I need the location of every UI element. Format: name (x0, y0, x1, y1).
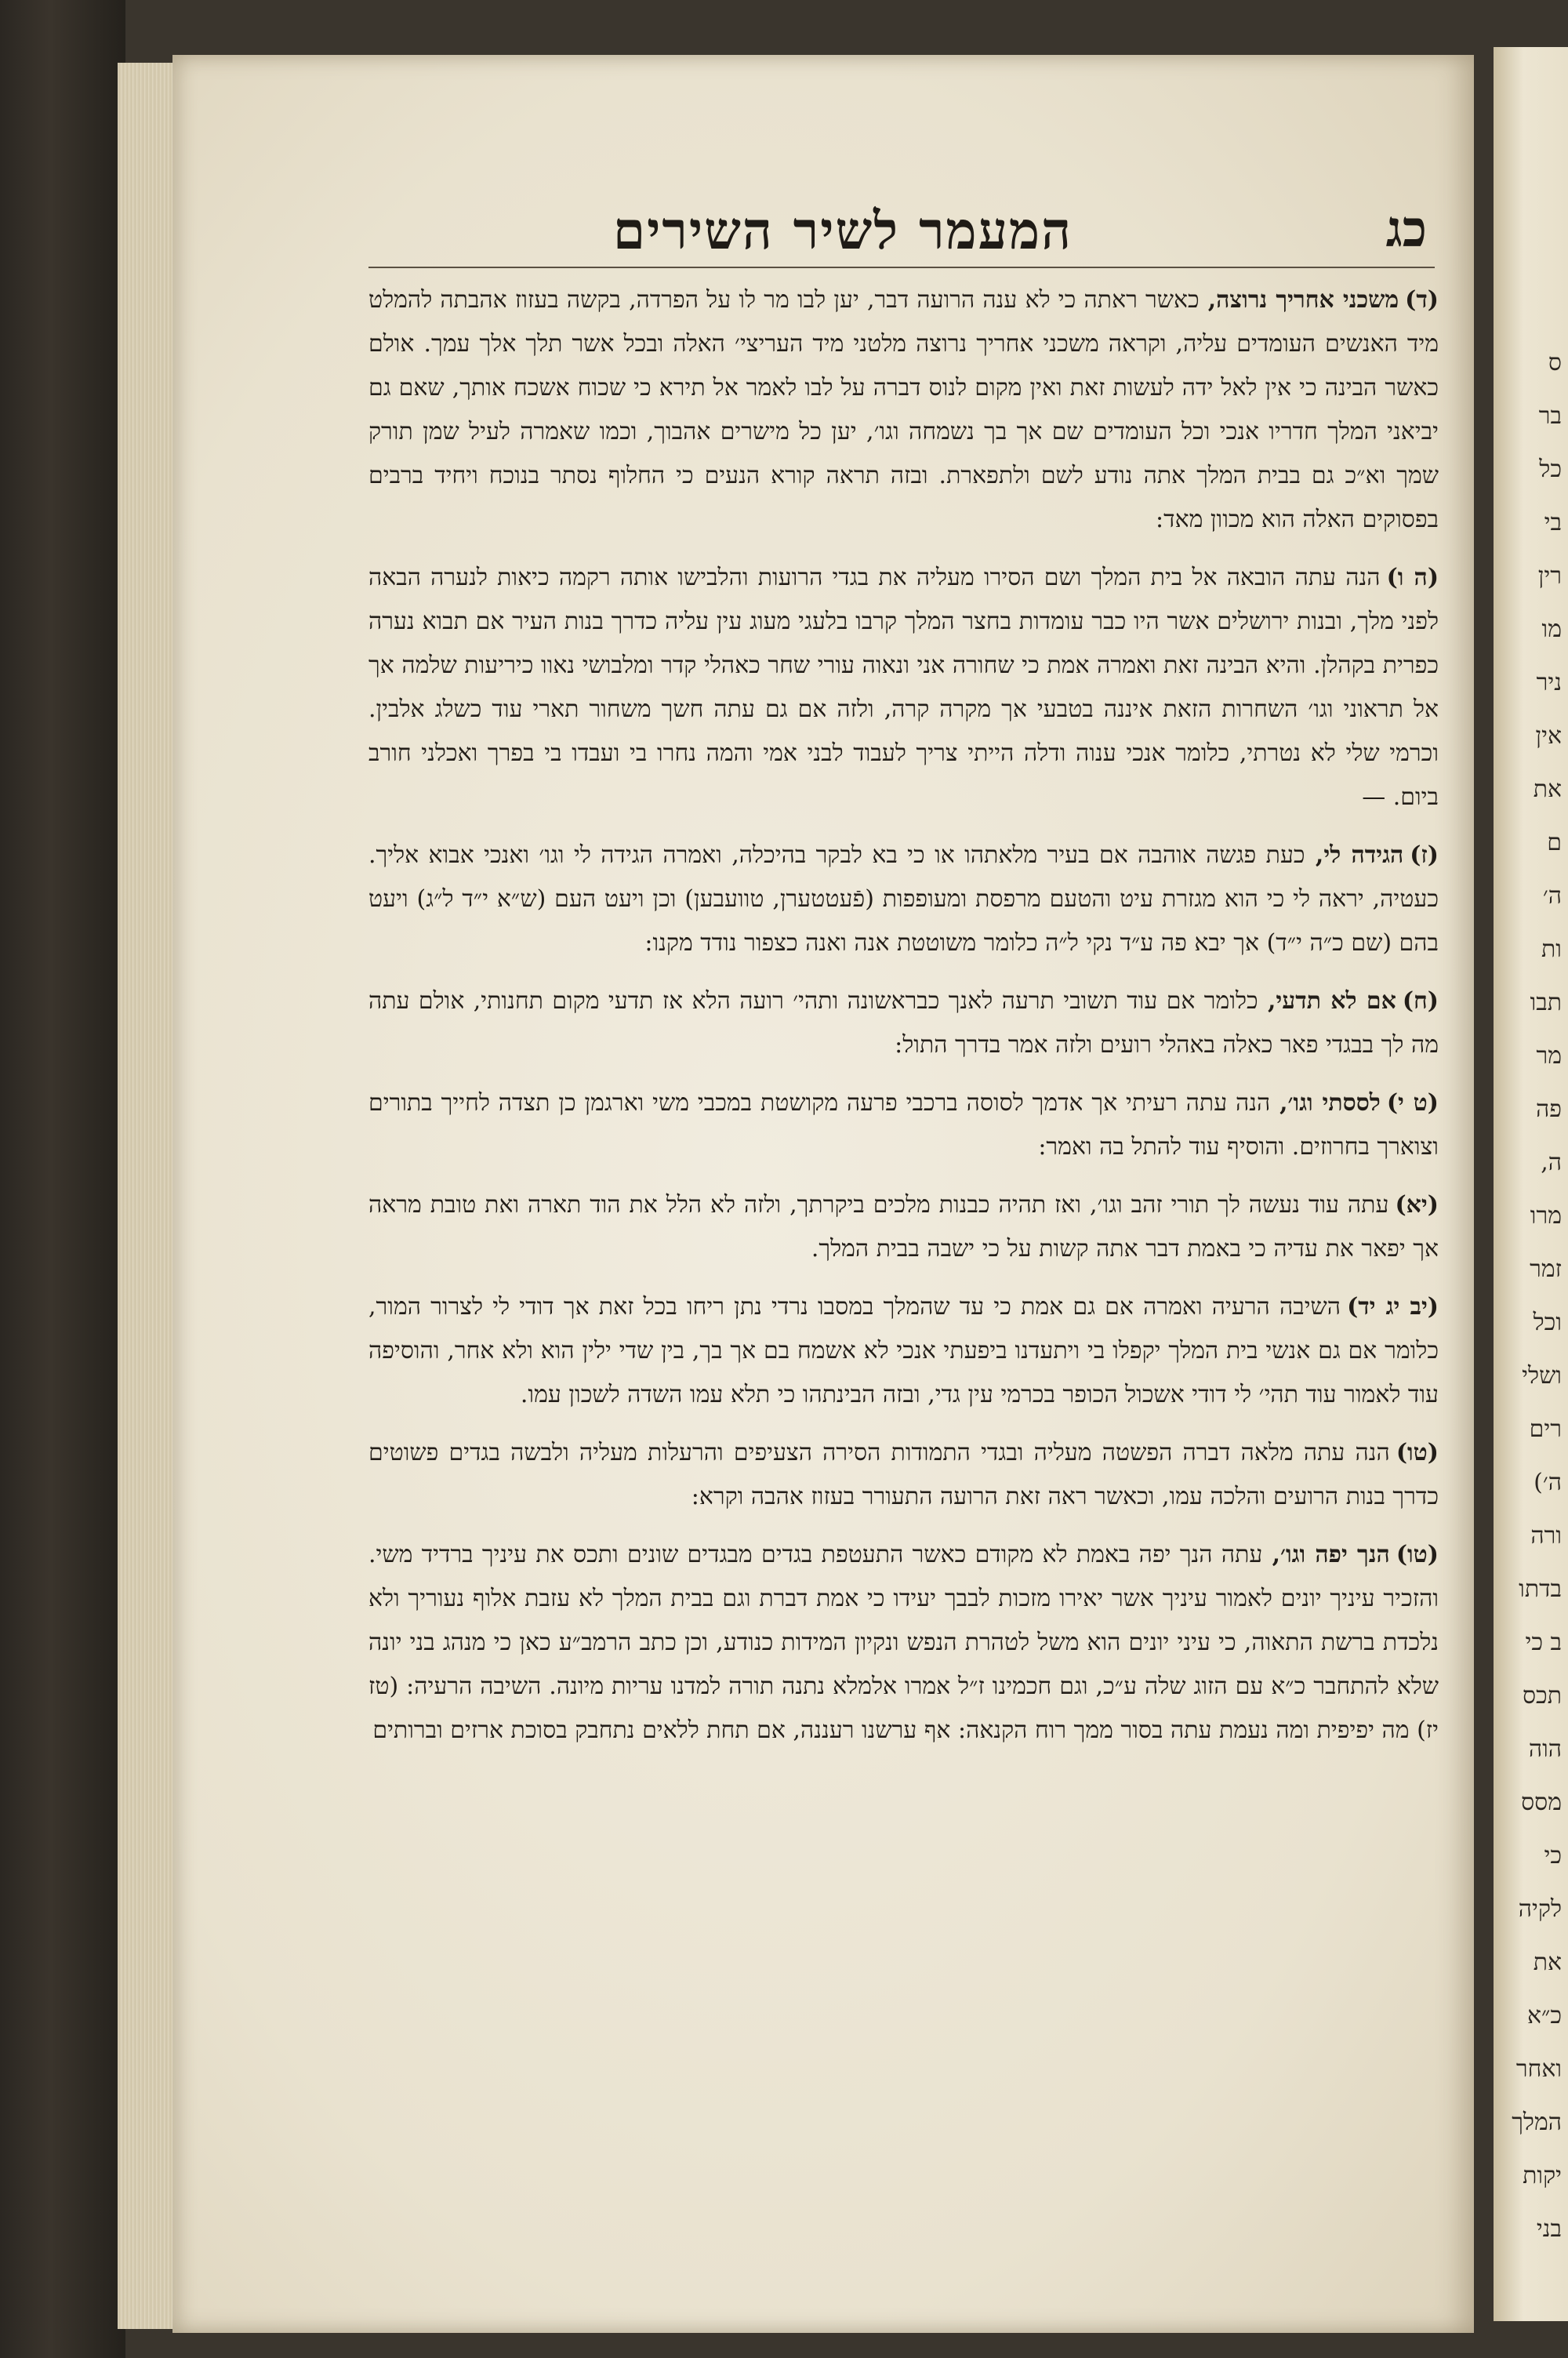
commentary-paragraph (368, 278, 1439, 542)
book-spine (0, 0, 125, 2358)
verse-lead-words: לססתי וגו׳, (1270, 1089, 1381, 1117)
facing-page-fragment: המלך (1512, 2109, 1562, 2136)
facing-page-fragment: ואחר (1515, 2055, 1562, 2083)
facing-page-fragment: מו (1541, 616, 1562, 643)
verse-label: (טו) (1396, 1541, 1439, 1568)
facing-page-fragment: ה׳ (1542, 882, 1562, 910)
commentary-paragraph (368, 1285, 1439, 1417)
verse-label: (ח) (1402, 987, 1439, 1015)
header-rule (368, 267, 1435, 268)
facing-page (1494, 47, 1568, 2321)
verse-lead-words: הנך יפה וגו׳, (1262, 1541, 1390, 1568)
paragraph-text: עתה עוד נעשה לך תורי זהב וגו׳, ואז תהיה כבנות מלכים ביקרתך, ולזה לא הלל את הוד תארה ואת טובת מראה אך יפאר את עדיה כי באמת דבר אתה קשות על כי ישבה בבית המלך. (368, 1191, 1439, 1263)
facing-page-fragment: וכל (1533, 1309, 1562, 1336)
facing-page-fragment: ס (1548, 349, 1562, 376)
facing-page-fragment: בני (1536, 2215, 1562, 2243)
facing-page-fragment: כי (1544, 1842, 1562, 1869)
paragraph-text: עתה הנך יפה באמת לא מקודם כאשר התעטפת בגדים מבגדים שונים ותכס את עיניך ברדיד משי. והזכיר עיניך יונים לאמור עיניך אשר יאירו מזכות לבבך יעידו כי אמת דברת וגם בבית המלך לא עזבת אלוף נעוריך ולא נלכדת ברשת התאוה, כי עיני יונים הוא משל לטהרת הנפש ונקיון המידות כנודע, וכן כתב הרמב״ע כאן כי מנהג בני יונה שלא להתחבר כ״א עם הזוג שלה ע״כ, וגם חכמינו ז״ל אמרו אלמלא נתנה תורה למדנו עריות מיונה. השיבה הרעיה: (טז יז) מה יפיפית ומה נעמת עתה בסור ממך רוח הקנאה: אף ערשנו רעננה, אם תחת ללאים נתחבק בסוכת ארזים וברותים (368, 1541, 1439, 1744)
facing-page-fragment: כ״א (1526, 2002, 1562, 2029)
facing-page-fragment: תכס (1522, 1682, 1562, 1709)
facing-page-fragment: ם (1547, 829, 1562, 856)
facing-page-fragment: ות (1541, 936, 1562, 963)
facing-page-fragment: את (1533, 1949, 1562, 1976)
commentary-paragraph (368, 556, 1439, 819)
facing-page-fragment: רים (1529, 1415, 1562, 1443)
facing-page-fragment: ניר (1536, 669, 1562, 696)
facing-page-fragment: תבו (1530, 989, 1562, 1016)
commentary-paragraph (368, 1431, 1439, 1519)
facing-page-fragment: בדתו (1519, 1575, 1562, 1603)
facing-page-fragment: רין (1537, 562, 1562, 590)
facing-page-fragment: הוה (1528, 1735, 1562, 1763)
facing-page-fragment: את (1533, 776, 1562, 803)
verse-label: (ט י) (1386, 1089, 1439, 1117)
page-number: כג (1385, 200, 1427, 259)
facing-page-fragment: אין (1535, 722, 1562, 750)
commentary-paragraph (368, 834, 1439, 965)
verse-label: (יא) (1395, 1191, 1439, 1219)
facing-page-fragment: לקיה (1518, 1895, 1562, 1923)
commentary-paragraph (368, 1183, 1439, 1271)
facing-page-fragment: זמר (1530, 1255, 1562, 1283)
verse-label: (ה ו) (1386, 564, 1439, 591)
verse-label: (יב יג יד) (1347, 1293, 1439, 1321)
facing-page-fragment: ושלי (1522, 1362, 1562, 1390)
facing-page-fragment: ב כי (1525, 1629, 1562, 1656)
facing-page-fragment: ורה (1530, 1522, 1562, 1550)
paragraph-text: הנה עתה רעיתי אך אדמך לסוסה ברכבי פרעה מקושטת במכבי משי וארגמן כן תצדה לחייך בתורים וצוארך בחרוזים. והוסיף עוד להתל בה ואמר: (368, 1089, 1439, 1161)
facing-page-fragment: בר (1538, 402, 1562, 430)
page-edges (118, 63, 180, 2329)
paragraph-text: כלומר אם עוד תשובי תרעה לאנך כבראשונה ותהי׳ רועה הלא אז תדעי מקום תחנותי, אולם עתה מה לך בבגדי פאר כאלה באהלי רועים ולזה אמר בדרך התול: (368, 987, 1439, 1059)
facing-page-fragment: בי (1544, 509, 1562, 536)
verse-label: (טו) (1396, 1439, 1439, 1466)
verse-lead-words: אם לא תדעי, (1258, 987, 1396, 1015)
facing-page-fragment: מסס (1521, 1789, 1562, 1816)
verse-lead-words: הגידה לי, (1305, 841, 1404, 869)
commentary-text (368, 278, 1439, 1767)
facing-page-fragment: ה׳) (1534, 1469, 1562, 1496)
verse-label: (ד) (1405, 286, 1439, 314)
paragraph-text: כאשר ראתה כי לא ענה הרועה דבר, יען לבו מר לו על הפרדה, בקשה בעזוז אהבתה להמלט מיד האנשים העומדים עליה, וקראה משכני אחריך נרוצה מלטני מיד העריצי׳ האלה ובכל אשר תלך אלך עמך. אולם כאשר הבינה כי אין לאל ידה לעשות זאת ואין מקום לנוס דברה על לבו לאמר אל תירא כי שכוח אשכח אותך, שאם גם יביאני המלך חדריו אנכי וכל העומדים שם אך בך נשמחה וגו׳, יען כל מישרים אהבוך, וכמו שאמרה לעיל שמן תורק שמך וא״כ גם בבית המלך אתה נודע לשם ולתפארת. ובזה תראה קורא הנעים כי החלוף נסתר בנוכח ויחיד ברבים בפסוקים האלה הוא מכוון מאד: (368, 286, 1439, 533)
facing-page-fragment: ה, (1541, 1149, 1562, 1176)
commentary-paragraph (368, 1081, 1439, 1169)
paragraph-text: הנה עתה מלאה דברה הפשטה מעליה ובגדי התמודות הסירה הצעיפים והרעלות מעליה ולבשה בגדים פשוטים כדרך בנות הרועים והלכה עמו, וכאשר ראה זאת הרועה התעורר בעזוז אהבה וקרא: (368, 1439, 1439, 1510)
commentary-paragraph (368, 979, 1439, 1067)
facing-page-fragment: יקות (1523, 2162, 1562, 2189)
page-header (361, 200, 1427, 271)
verse-label: (ז) (1410, 841, 1439, 869)
facing-page-fragment: פה (1536, 1095, 1562, 1123)
commentary-paragraph (368, 1533, 1439, 1753)
paragraph-text: כעת פגשה אוהבה אם בעיר מלאתהו או כי בא לבקר בהיכלה, ואמרה הגידה לי וגו׳ ואנכי אבוא אליך. כעטיה, יראה לי כי הוא מגזרת עיט והטעם מרפסת ומעופפות (פֿעטטערן, טוועבען) וכן ויעט העם (ש״א י״ד ל״ג) ויעט בהם (שם כ״ה י״ד) אך יבא פה ע״ד נקי ל״ה כלומר משוטטת אנה ואנה כצפור נודד מקנו: (368, 841, 1439, 957)
paragraph-text: הנה עתה הובאה אל בית המלך ושם הסירו מעליה את בגדי הרועות והלבישו אותה רקמה כיאות לנערה הבאה לפני מלך, ובנות ירושלים אשר היו כבר עומדות בחצר המלך קרבו בלעגי מעוג עין עליה כדרך בנות העיר אם תבוא נערה כפרית בקהלן. והיא הבינה זאת ואמרה אמת כי שחורה אני ונאוה עורי שחר כאהלי קדר ומלבושי נאוו כיריעות שלמה אך אל תראוני וגו׳ השחרות הזאת איננה בטבעי אך מקרה קרה, ולזה אם גם עתה חשך משחור תארי עוד כשלג אלבין. וכרמי שלי לא נטרתי, כלומר אנכי ענוה ודלה הייתי צריך לעבוד לבני אמי והמה נחרו בי ועבדו בי בפרך ואכלני חורב ביום. — (368, 564, 1439, 811)
facing-page-fragment: כל (1539, 456, 1562, 483)
verse-lead-words: משכני אחריך נרוצה, (1199, 286, 1399, 314)
running-head: המעמר לשיר השירים (612, 200, 1073, 261)
facing-page-fragment: מר (1536, 1042, 1562, 1070)
paragraph-text: השיבה הרעיה ואמרה אם גם אמת כי עד שהמלך במסבו נרדי נתן ריחו בכל זאת אך דודי לי לצרור המור, כלומר אם גם אנשי בית המלך יקפלו בי ויתעדנו ביפעתי אנכי לא אשמח בם אך בך, בין שדי ילין הוא ולא אחר, והוסיפה עוד לאמור עוד תהי׳ לי דודי אשכול הכופר בכרמי עין גדי, ובזה הבינתהו כי תלא עמו השדה לשכון עמו. (368, 1293, 1439, 1408)
facing-page-fragment: מרו (1530, 1202, 1562, 1230)
